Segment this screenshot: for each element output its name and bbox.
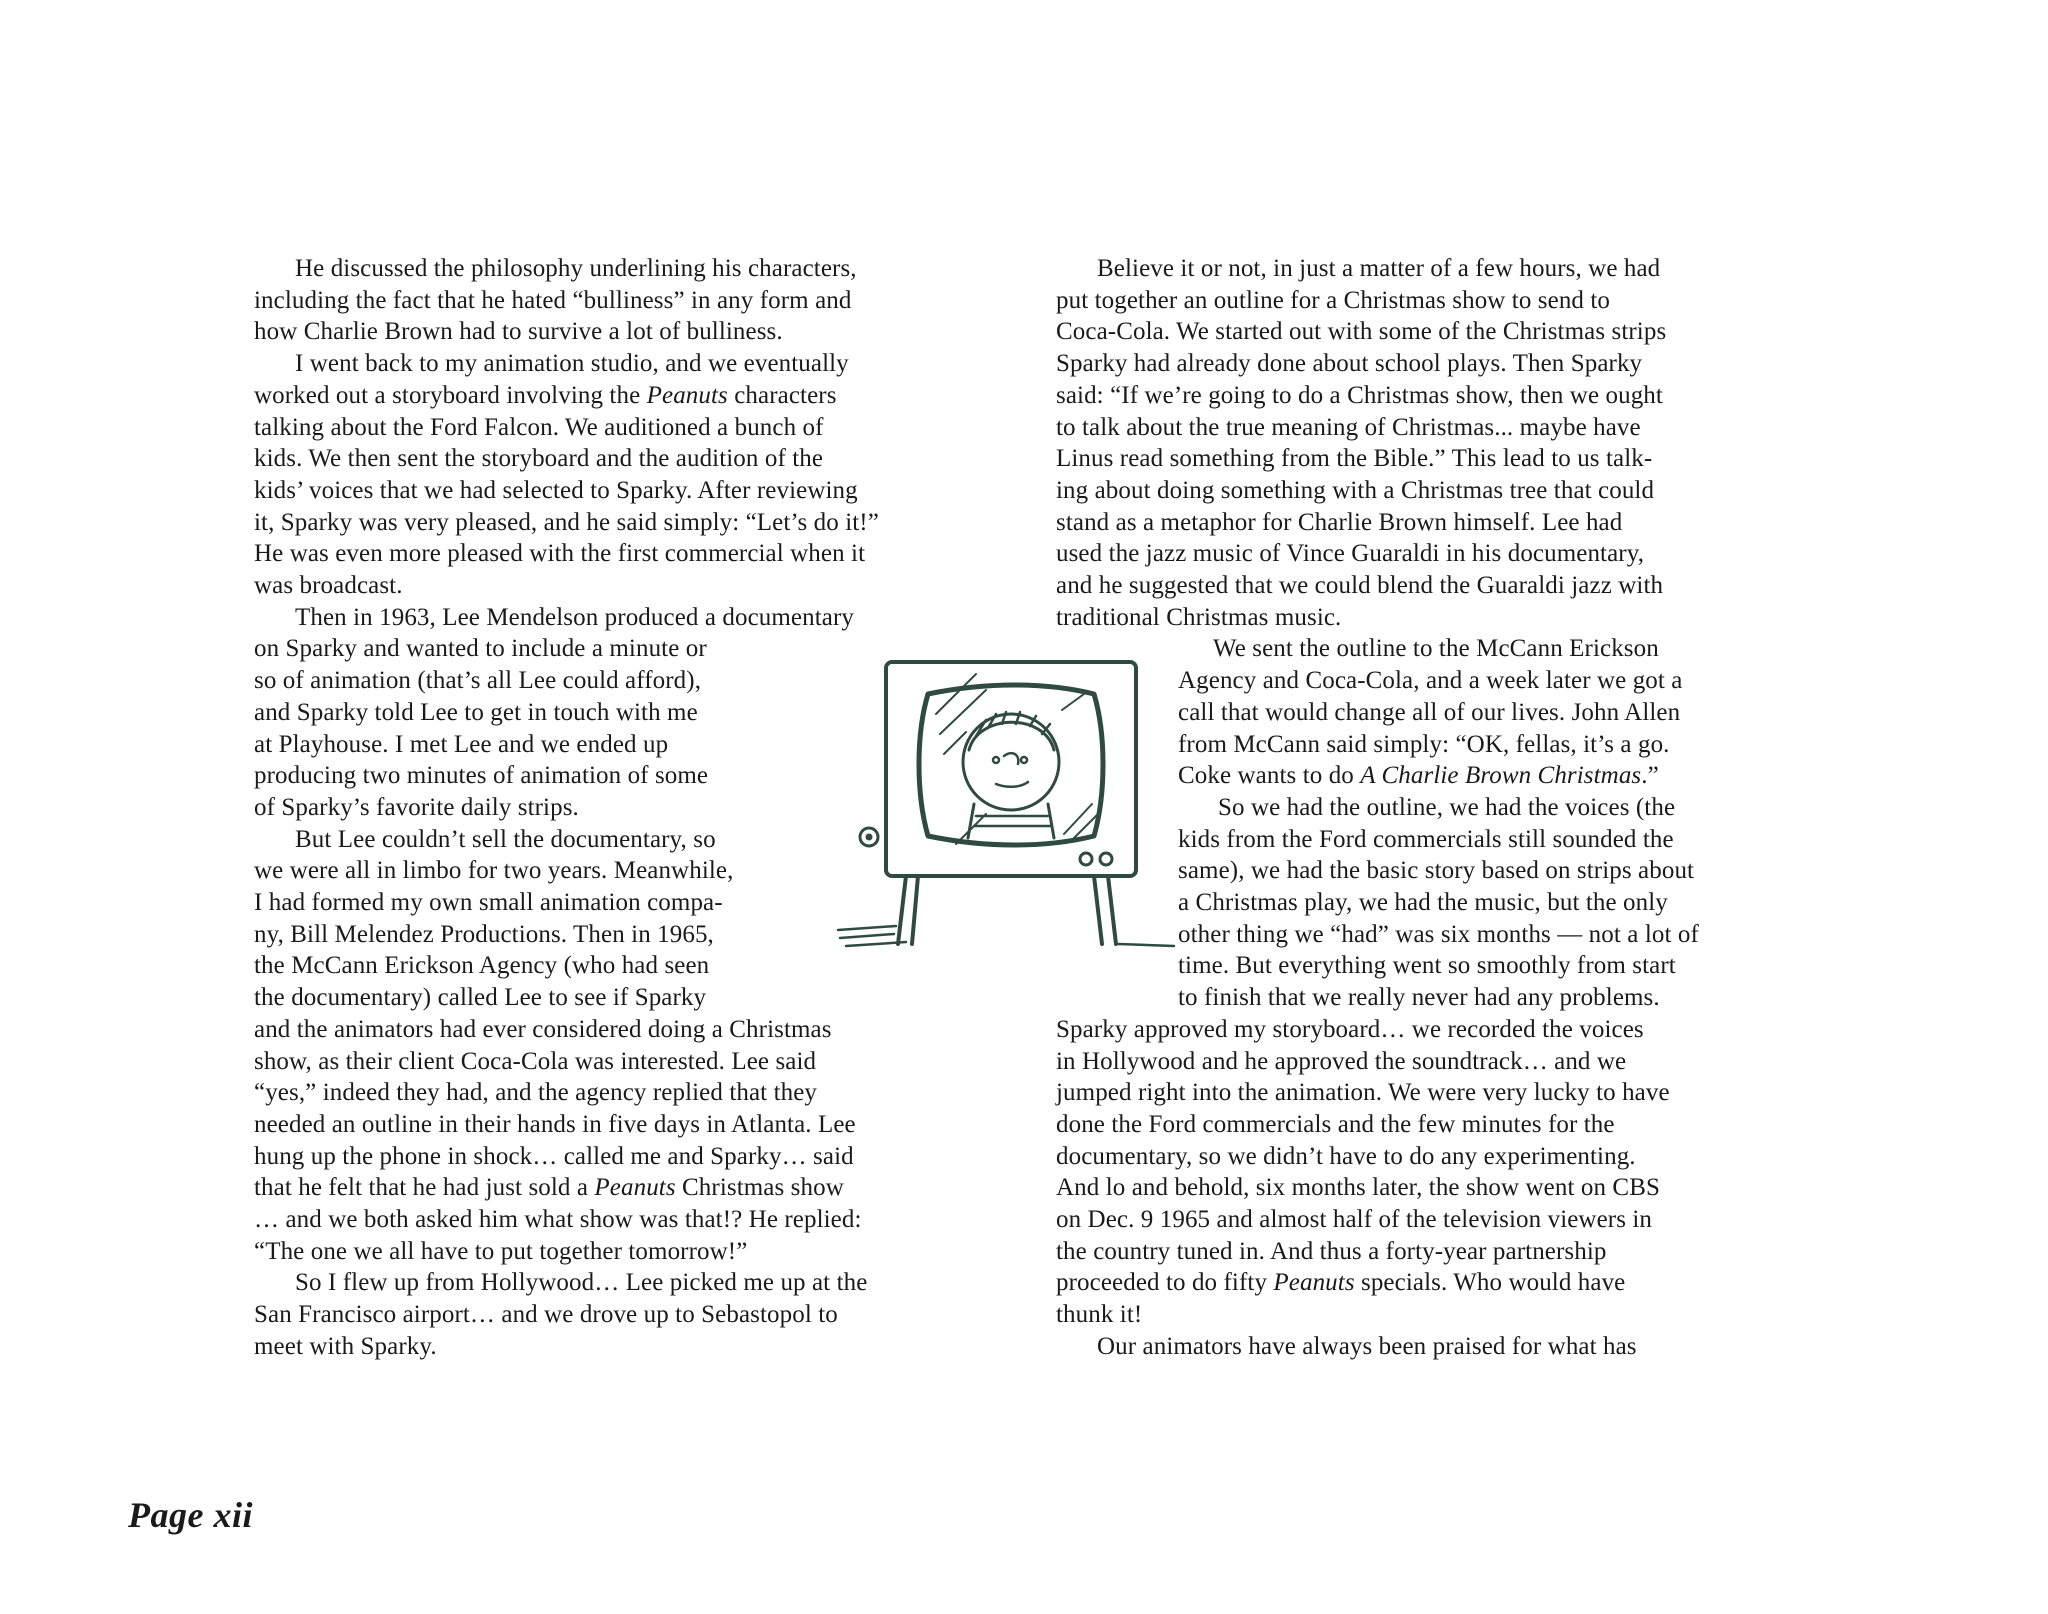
text-line — [254, 919, 714, 951]
text-span: same), we had the basic story based on strips about — [1178, 857, 1695, 885]
text-line — [254, 1172, 844, 1204]
text-span: stand as a metaphor for Charlie Brown himself. Lee had — [1056, 508, 1623, 536]
text-span: and the animators had ever considered doing a Christmas — [254, 1015, 832, 1043]
text-span: talking about the Ford Falcon. We auditioned a bunch of — [254, 413, 824, 441]
text-span: kids’ voices that we had selected to Sparky. After reviewing — [254, 476, 858, 504]
text-span: Sparky had already done about school plays. Then Sparky — [1056, 350, 1643, 378]
text-line — [1056, 443, 1652, 475]
text-span: of Sparky’s favorite daily strips. — [254, 793, 579, 821]
text-span: specials. Who would have — [1354, 1269, 1626, 1297]
text-line — [1056, 475, 1654, 507]
text-line — [1056, 412, 1641, 444]
text-span: other thing we “had” was six months — not a lot of — [1178, 920, 1699, 948]
text-line — [1056, 316, 1666, 348]
text-span: meet with Sparky. — [254, 1332, 437, 1360]
text-span: put together an outline for a Christmas show to send to — [1056, 286, 1611, 314]
text-span: the McCann Erickson Agency (who had seen — [254, 952, 710, 980]
text-line — [295, 602, 854, 634]
text-line — [1097, 1331, 1637, 1363]
text-line — [254, 887, 723, 919]
text-span: Our animators have always been praised for what has — [1097, 1332, 1637, 1360]
text-span: So we had the outline, we had the voices (the — [1218, 793, 1676, 821]
text-line — [1178, 982, 1660, 1014]
text-span: He discussed the philosophy underlining his characters, — [295, 255, 857, 282]
text-span: ing about doing something with a Christmas tree that could — [1056, 476, 1655, 504]
text-line — [1056, 507, 1622, 539]
text-line — [254, 316, 783, 348]
text-line — [1056, 1046, 1626, 1078]
text-line — [1056, 570, 1663, 602]
text-span: I had formed my own small animation compa- — [254, 889, 723, 916]
text-line — [1178, 665, 1683, 697]
text-line — [1178, 950, 1676, 982]
text-span: time. But everything went so smoothly from start — [1178, 952, 1676, 980]
text-span: a Christmas play, we had the music, but the only — [1178, 889, 1668, 916]
italic-title: Peanuts — [1273, 1269, 1355, 1297]
text-line — [254, 1299, 838, 1331]
text-span: Coca-Cola. We started out with some of the Christmas strips — [1056, 318, 1667, 346]
text-span: Coke wants to do — [1178, 762, 1361, 790]
text-span: traditional Christmas music. — [1056, 603, 1342, 631]
text-span: kids from the Ford commercials still sounded the — [1178, 825, 1674, 853]
text-span: “The one we all have to put together tomorrow!” — [254, 1237, 748, 1265]
text-span: call that would change all of our lives. John Allen — [1178, 698, 1681, 726]
text-line — [1056, 285, 1610, 317]
text-span: kids. We then sent the storyboard and the audition of the — [254, 445, 824, 473]
text-line — [254, 1077, 817, 1109]
text-span: jumped right into the animation. We were very lucky to have — [1056, 1079, 1670, 1107]
page-number: Page xii — [128, 1495, 253, 1535]
text-line — [1056, 1236, 1607, 1268]
text-line — [254, 443, 823, 475]
text-line — [254, 1014, 832, 1046]
text-line — [254, 1236, 747, 1268]
text-span: I went back to my animation studio, and we eventually — [295, 350, 849, 378]
text-span: thunk it! — [1056, 1301, 1143, 1329]
text-line — [254, 507, 879, 539]
text-span: .” — [1641, 762, 1659, 790]
text-line — [254, 1204, 862, 1236]
text-span: the documentary) called Lee to see if Sparky — [254, 984, 707, 1012]
text-line — [254, 633, 707, 665]
text-span: He was even more pleased with the first commercial when it — [254, 540, 866, 568]
text-line — [254, 1141, 854, 1173]
text-line — [1178, 824, 1674, 856]
italic-title: Peanuts — [594, 1174, 676, 1202]
text-span: characters — [727, 381, 837, 409]
text-line — [1056, 1077, 1670, 1109]
text-line — [1056, 1299, 1142, 1331]
text-line — [254, 950, 709, 982]
text-span: how Charlie Brown had to survive a lot of bulliness. — [254, 318, 783, 346]
text-line — [1056, 602, 1341, 634]
text-line — [1056, 1014, 1644, 1046]
text-line — [254, 475, 858, 507]
italic-title: Peanuts — [646, 381, 728, 409]
text-line — [1056, 380, 1663, 412]
text-span: from McCann said simply: “OK, fellas, it’s a go. — [1178, 730, 1670, 758]
text-span: done the Ford commercials and the few minutes for the — [1056, 1110, 1615, 1138]
text-line — [254, 729, 668, 761]
text-span: said: “If we’re going to do a Christmas show, then we ought — [1056, 381, 1663, 409]
text-line — [1178, 697, 1680, 729]
text-line — [254, 1109, 856, 1141]
text-line — [254, 665, 701, 697]
text-line — [295, 824, 716, 856]
text-line — [295, 348, 849, 380]
text-span: worked out a storyboard involving the — [254, 381, 647, 409]
text-span: to finish that we really never had any problems. — [1178, 984, 1660, 1012]
text-line — [1218, 792, 1675, 824]
text-line — [1178, 919, 1699, 951]
text-line — [254, 1046, 816, 1078]
text-line — [1056, 1204, 1652, 1236]
text-span: used the jazz music of Vince Guaraldi in his documentary, — [1056, 540, 1645, 568]
text-span: We sent the outline to the McCann Erickson — [1213, 635, 1659, 663]
text-span: at Playhouse. I met Lee and we ended up — [254, 730, 669, 758]
text-line — [254, 538, 865, 570]
text-line — [254, 982, 706, 1014]
text-line — [254, 855, 733, 887]
text-line — [295, 253, 857, 285]
text-span: Then in 1963, Lee Mendelson produced a documentary — [295, 603, 854, 631]
text-span: So I flew up from Hollywood… Lee picked me up at the — [295, 1269, 868, 1297]
text-span: San Francisco airport… and we drove up to Sebastopol to — [254, 1301, 838, 1329]
text-line — [254, 792, 579, 824]
text-span: needed an outline in their hands in five days in Atlanta. Lee — [254, 1110, 856, 1138]
text-span: … and we both asked him what show was that!? He replied: — [254, 1206, 862, 1233]
text-span: that he felt that he had just sold a — [254, 1174, 595, 1202]
text-line — [254, 380, 837, 412]
text-line — [254, 697, 698, 729]
text-span: Linus read something from the Bible.” This lead to us talk- — [1056, 445, 1653, 473]
text-span: to talk about the true meaning of Christmas... maybe have — [1056, 413, 1641, 441]
text-span: in Hollywood and he approved the soundtrack… and we — [1056, 1047, 1627, 1075]
text-span: show, as their client Coca-Cola was interested. Lee said — [254, 1047, 817, 1075]
text-line — [1056, 1267, 1625, 1299]
television-cartoon-icon — [836, 654, 1176, 954]
text-span: Agency and Coca-Cola, and a week later we got a — [1178, 667, 1683, 695]
text-span: it, Sparky was very pleased, and he said simply: “Let’s do it!” — [254, 508, 879, 536]
text-line — [295, 1267, 867, 1299]
text-line — [254, 760, 708, 792]
text-line — [1056, 1109, 1615, 1141]
text-line — [1056, 1141, 1636, 1173]
text-line — [1097, 253, 1660, 285]
text-line — [254, 570, 403, 602]
text-line — [1056, 1172, 1660, 1204]
text-span: documentary, so we didn’t have to do any experimenting. — [1056, 1142, 1636, 1170]
text-span: Believe it or not, in just a matter of a few hours, we had — [1097, 255, 1661, 282]
text-span: And lo and behold, six months later, the show went on CBS — [1056, 1174, 1660, 1202]
text-span: we were all in limbo for two years. Meanwhile, — [254, 857, 734, 885]
text-span: on Dec. 9 1965 and almost half of the television viewers in — [1056, 1206, 1653, 1233]
text-line — [254, 1331, 437, 1363]
text-span: the country tuned in. And thus a forty-year partnership — [1056, 1237, 1607, 1265]
text-span: and he suggested that we could blend the Guaraldi jazz with — [1056, 572, 1664, 599]
text-span: proceeded to do fifty — [1056, 1269, 1274, 1297]
text-span: was broadcast. — [254, 572, 403, 599]
text-line — [254, 412, 824, 444]
text-line — [1213, 633, 1659, 665]
text-span: ny, Bill Melendez Productions. Then in 1965, — [254, 920, 714, 948]
text-line — [254, 285, 851, 317]
text-line — [1178, 855, 1694, 887]
text-span: on Sparky and wanted to include a minute or — [254, 635, 707, 663]
text-span: Sparky approved my storyboard… we recorded the voices — [1056, 1015, 1644, 1043]
text-span: producing two minutes of animation of some — [254, 762, 709, 790]
text-line — [1178, 760, 1659, 792]
text-line — [1178, 887, 1668, 919]
text-span: so of animation (that’s all Lee could afford), — [254, 667, 702, 695]
text-line — [1178, 729, 1670, 761]
text-span: including the fact that he hated “bulliness” in any form and — [254, 286, 852, 314]
text-span: But Lee couldn’t sell the documentary, so — [295, 825, 716, 853]
text-span: hung up the phone in shock… called me and Sparky… said — [254, 1142, 854, 1170]
text-span: “yes,” indeed they had, and the agency replied that they — [254, 1079, 818, 1107]
text-span: and Sparky told Lee to get in touch with me — [254, 698, 698, 726]
text-line — [1056, 348, 1642, 380]
italic-title: A Charlie Brown Christmas — [1360, 762, 1642, 790]
text-line — [1056, 538, 1644, 570]
text-span: Christmas show — [675, 1174, 844, 1202]
